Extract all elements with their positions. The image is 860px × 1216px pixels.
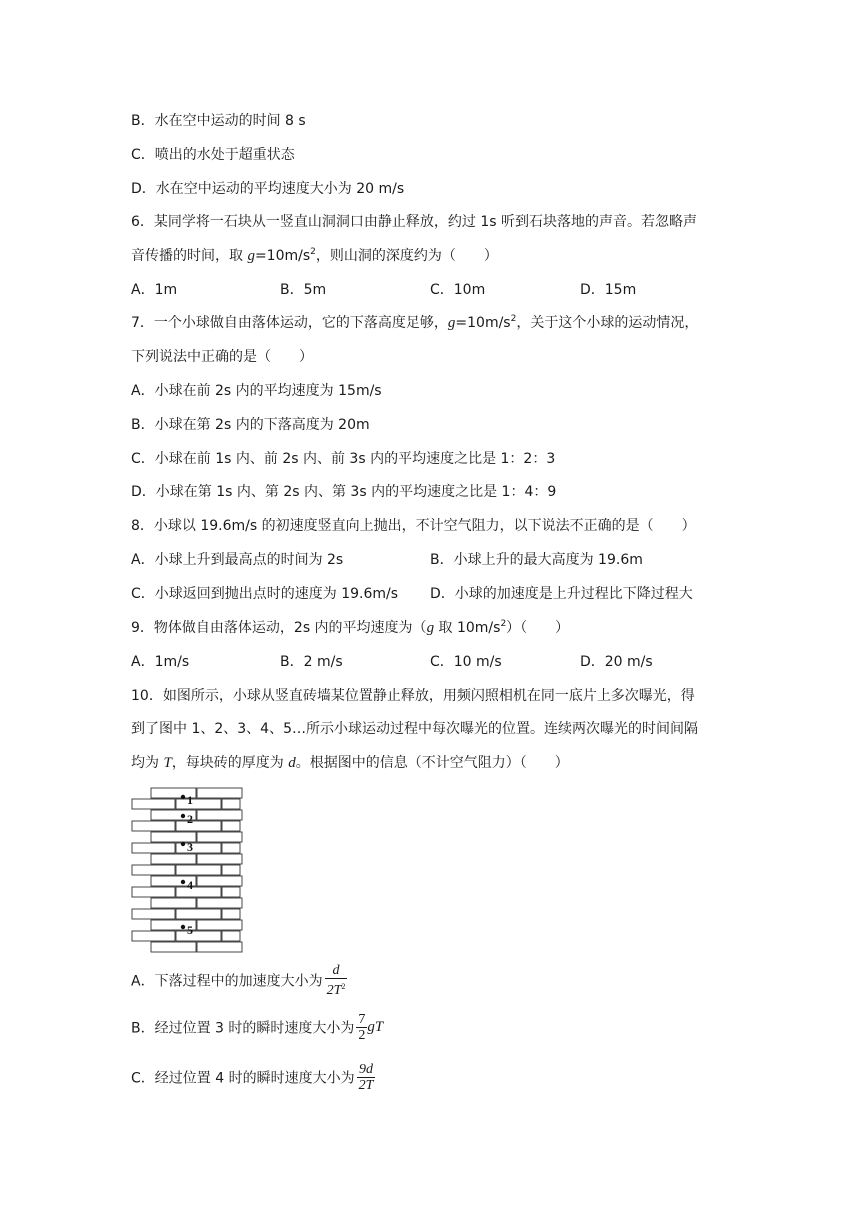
q10-stem-line1: 10．如图所示，小球从竖直砖墙某位置静止释放，用频闪照相机在同一底片上多次曝光，得 [131,688,695,704]
brick [222,909,240,919]
ball-position-5 [181,925,185,929]
q7-option-c: C．小球在前 1s 内、前 2s 内、前 3s 内的平均速度之比是 1：2：3 [131,451,556,467]
q8-option-a: A．小球上升到最高点的时间为 2s [131,552,344,568]
q6-option-a: A．1m [131,282,178,298]
position-label-3: 3 [187,840,193,854]
q5-option-c: C．喷出的水处于超重状态 [131,147,295,163]
position-label-2: 2 [187,812,193,826]
q5-option-b: B．水在空中运动的时间 8 s [131,113,306,129]
brick [132,909,175,919]
ball-position-3 [181,842,185,846]
fraction-d-over-2t2: $\frac{d}{2T^2}$ [326,963,346,998]
q7-option-d: D．小球在第 1s 内、第 2s 内、第 3s 内的平均速度之比是 1：4：9 [131,484,557,500]
q6-option-c: C．10m [430,282,486,298]
q7-stem-line2: 下列说法中正确的是（ ） [131,349,313,365]
brick [132,865,175,875]
q9-option-d: D．20 m/s [580,654,653,670]
q8-option-c: C．小球返回到抛出点时的速度为 19.6m/s [131,586,399,602]
brick [197,832,242,842]
ball-position-4 [181,880,185,884]
q9-option-b: B．2 m/s [280,654,343,670]
brick [132,931,175,941]
q6-option-b: B．5m [280,282,327,298]
brick [176,821,221,831]
brick [132,843,175,853]
brick-wall-figure [131,786,245,956]
q8-stem: 8．小球以 19.6m/s 的初速度竖直向上抛出，不计空气阻力，以下说法不正确的是（ ） [131,518,696,534]
brick [151,854,196,864]
q8-option-d: D．小球的加速度是上升过程比下降过程大 [430,586,693,602]
fraction-7-over-2: $\frac{7}{2}$ [358,1012,366,1043]
fraction-9d-over-2t: $\frac{9d}{2T}$ [358,1062,374,1093]
q9-option-a: A．1m/s [131,654,190,670]
ball-position-2 [181,814,185,818]
q5-option-d: D．水在空中运动的平均速度大小为 20 m/s [131,181,405,197]
q6-option-d: D．15m [580,282,637,298]
q7-option-a: A．小球在前 2s 内的平均速度为 15m/s [131,383,382,399]
q9-option-c: C．10 m/s [430,654,502,670]
position-label-1: 1 [187,793,193,807]
brick [176,865,221,875]
q8-option-b: B．小球上升的最大高度为 19.6m [430,552,643,568]
brick [151,898,196,908]
ball-position-1 [181,795,185,799]
brick [176,887,221,897]
brick [197,876,242,886]
brick [132,799,175,809]
brick [222,865,240,875]
q10-stem-line2: 到了图中 1、2、3、4、5…所示小球运动过程中每次曝光的位置。连续两次曝光的时间间隔 [131,721,698,737]
brick [222,821,240,831]
brick [132,887,175,897]
brick [222,931,240,941]
brick [222,799,240,809]
brick [197,810,242,820]
q9-stem: 9．物体做自由落体运动，2s 内的平均速度为（g 取 $10m/s^2$）（ ） [131,619,570,636]
brick [197,942,242,952]
brick [151,942,196,952]
q10-option-c: C．经过位置 4 时的瞬时速度大小为 $\frac{9d}{2T}$ [131,1062,374,1093]
q6-stem-line2: 音传播的时间，取 $g=10m/s^2$，则山洞的深度约为（ ） [131,247,498,264]
q6-stem-line1: 6．某同学将一石块从一竖直山洞洞口由静止释放，约过 1s 听到石块落地的声音。若忽略声 [131,214,698,230]
brick [222,887,240,897]
brick [176,799,221,809]
position-label-4: 4 [187,878,193,892]
brick [197,898,242,908]
position-label-5: 5 [187,923,193,937]
q7-stem-line1: 7．一个小球做自由落体运动，它的下落高度足够，$g=10m/s^2$，关于这个小球的运动情况， [131,314,699,331]
brick [132,821,175,831]
brick [176,931,221,941]
brick [197,788,242,798]
brick [222,843,240,853]
q7-option-b: B．小球在第 2s 内的下落高度为 20m [131,417,370,433]
brick [197,854,242,864]
brick [176,909,221,919]
q10-stem-line3: 均为 T，每块砖的厚度为 d。根据图中的信息（不计空气阻力）（ ） [131,755,569,771]
q10-option-b: B．经过位置 3 时的瞬时速度大小为 $\frac{7}{2}$ gT [131,1012,384,1043]
brick [197,920,242,930]
q10-option-a: A．下落过程中的加速度大小为 $\frac{d}{2T^2}$ [131,963,346,998]
